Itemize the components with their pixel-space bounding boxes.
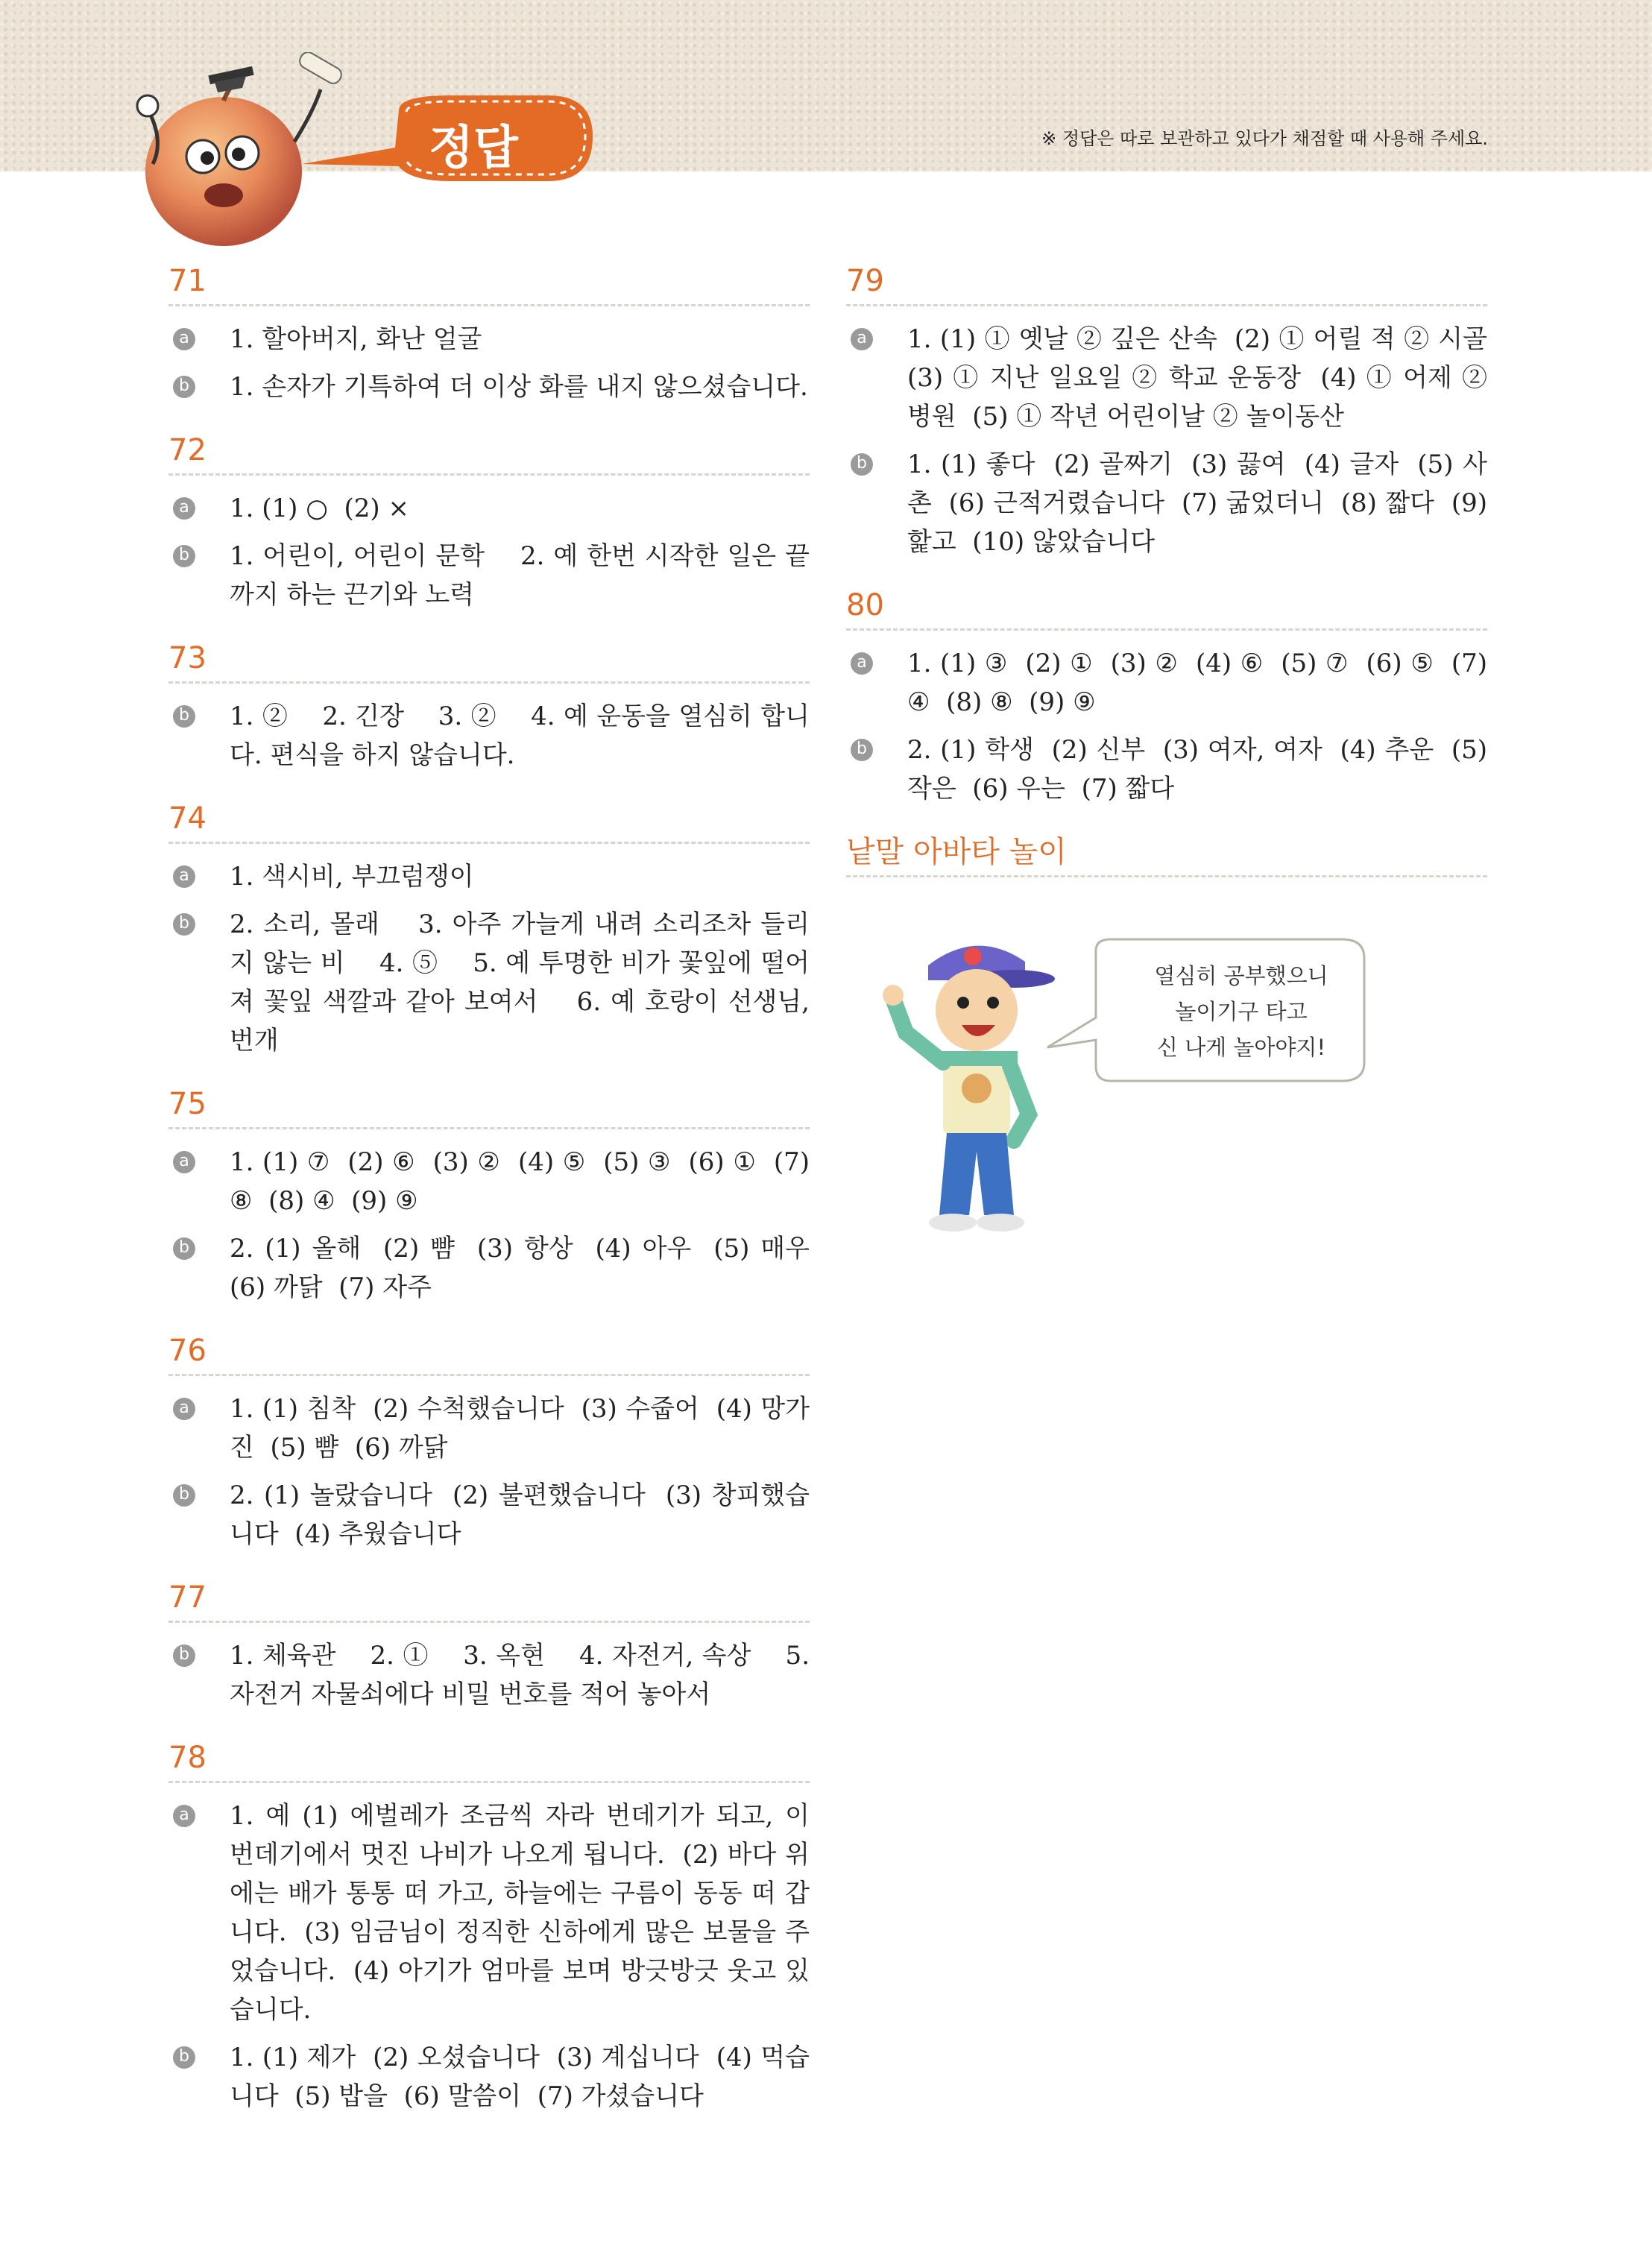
- answer-item: [168, 368, 810, 406]
- bubble-line: 열심히 공부했으니: [1154, 963, 1328, 988]
- section-number: 73: [168, 640, 810, 684]
- left-column: [168, 262, 826, 2141]
- answer-text: 2. (1) 놀랐습니다 (2) 불편했습니다 (3) 창피했습니다 (4) 추웠습니다: [230, 1480, 810, 1549]
- answer-text: 1. (1) ○ (2) ×: [230, 493, 409, 523]
- answer-marker: b: [173, 1237, 195, 1260]
- answer-marker: a: [173, 1805, 195, 1827]
- answer-item: [846, 320, 1504, 436]
- answer-section: [168, 1579, 818, 1714]
- answer-marker: b: [173, 376, 195, 398]
- answer-item: [168, 1476, 810, 1554]
- answer-text: 1. 할아버지, 화난 얼굴: [230, 324, 482, 354]
- bubble-line: 신 나게 놀아야지!: [1156, 1035, 1326, 1060]
- section-number: 72: [168, 432, 810, 476]
- answer-marker: b: [851, 739, 873, 761]
- answer-marker: b: [173, 1644, 195, 1667]
- answer-marker: b: [173, 705, 195, 728]
- answer-item: [168, 320, 810, 359]
- answer-marker: a: [851, 328, 873, 350]
- answer-text: 1. (1) 제가 (2) 오셨습니다 (3) 계십니다 (4) 먹습니다 (5) 밥을 (6) 말씀이 (7) 가셨습니다: [230, 2043, 810, 2111]
- answer-item: [168, 697, 810, 775]
- answer-text: 2. 소리, 몰래 3. 아주 가늘게 내려 소리조차 들리지 않는 비 4. ⑤ 5. 예 투명한 비가 꽃잎에 떨어져 꽃잎 색깔과 같아 보여서 6. 예 호랑이 선생님, 번개: [230, 909, 818, 1056]
- answer-marker: a: [173, 1151, 195, 1173]
- section-number: 74: [168, 800, 810, 844]
- answer-item: [168, 1390, 810, 1467]
- answer-marker: a: [173, 497, 195, 520]
- answer-section: [846, 262, 1504, 561]
- answer-text: 1. 어린이, 어린이 문학 2. 예 한번 시작한 일은 끝까지 하는 끈기와 노력: [230, 541, 810, 610]
- section-number: 75: [168, 1085, 810, 1129]
- section-number: 77: [168, 1579, 810, 1623]
- answer-section: [168, 640, 810, 775]
- answer-section: [168, 262, 810, 406]
- answer-item: [168, 489, 810, 528]
- speech-bubble-text: [1096, 958, 1387, 1065]
- section-number: 78: [168, 1739, 810, 1783]
- answer-text: 1. ② 2. 긴장 3. ② 4. 예 운동을 열심히 합니다. 편식을 하지 않습니다.: [230, 701, 810, 770]
- answer-item: [168, 1143, 818, 1220]
- section-number: 80: [846, 587, 1487, 631]
- answer-marker: b: [173, 2046, 195, 2069]
- answer-text: 1. 색시비, 부끄럼쟁이: [230, 862, 474, 892]
- answer-item: [168, 1797, 818, 2029]
- answer-text: 1. 예 (1) 에벌레가 조금씩 자라 번데기가 되고, 이 번데기에서 멋진 나비가 나오게 됩니다. (2) 바다 위에는 배가 통통 떠 가고, 하늘에는 구름이 동동 떠 갑니다. (3) 임금님이 정직한 신하에게 많은 보물을 주었습니다. (4) 아기가 엄마를 보며 방긋방긋 웃고 있습니다.: [230, 1801, 818, 2025]
- answer-section: [846, 587, 1495, 808]
- answer-text: 1. 체육관 2. ① 3. 옥현 4. 자전거, 속상 5. 자전거 자물쇠에다 비밀 번호를 적어 놓아서: [230, 1641, 818, 1709]
- answer-text: 1. (1) 침착 (2) 수척했습니다 (3) 수줍어 (4) 망가진 (5) 뺨 (6) 까닭: [230, 1394, 810, 1463]
- answer-item: [168, 1229, 826, 1307]
- section-number: 79: [846, 262, 1487, 306]
- answer-item: [168, 537, 810, 614]
- answer-text: 1. 손자가 기특하여 더 이상 화를 내지 않으셨습니다.: [230, 372, 808, 402]
- page-title: 정답: [429, 120, 518, 174]
- answer-item: [846, 731, 1495, 808]
- answer-marker: b: [173, 913, 195, 936]
- answer-item: [846, 644, 1495, 722]
- answer-text: 1. (1) ⑦ (2) ⑥ (3) ② (4) ⑤ (5) ③ (6) ① (7) ⑧ (8) ④ (9) ⑨: [230, 1147, 818, 1216]
- answer-item: [846, 445, 1495, 561]
- answer-section: [168, 1085, 826, 1307]
- answer-section: [168, 1739, 818, 2116]
- answer-item: [168, 857, 810, 896]
- answer-marker: a: [851, 652, 873, 675]
- answer-text: 1. (1) ① 옛날 ② 깊은 산속 (2) ① 어릴 적 ② 시골 (3) ① 지난 일요일 ② 학교 운동장 (4) ① 어제 ② 병원 (5) ① 작년 어린이날 ② 놀이동산: [907, 324, 1504, 432]
- section-number: 71: [168, 262, 810, 306]
- answer-item: [168, 2038, 810, 2116]
- answer-section: [168, 1332, 810, 1554]
- answer-item: [168, 1636, 818, 1714]
- answer-marker: a: [173, 865, 195, 888]
- section-number: 76: [168, 1332, 810, 1376]
- activity-title: 낱말 아바타 놀이: [846, 833, 1487, 877]
- header-note: ※ 정답은 따로 보관하고 있다가 채점할 때 사용해 주세요.: [1041, 128, 1488, 149]
- answer-marker: a: [173, 328, 195, 350]
- bubble-line: 놀이기구 타고: [1175, 999, 1308, 1024]
- answer-text: 2. (1) 올해 (2) 뺨 (3) 항상 (4) 아우 (5) 매우 (6) 까닭 (7) 자주: [230, 1234, 826, 1302]
- activity-section: [846, 833, 1487, 877]
- answer-marker: a: [173, 1398, 195, 1420]
- answer-text: 1. (1) ③ (2) ① (3) ② (4) ⑥ (5) ⑦ (6) ⑤ (7) ④ (8) ⑧ (9) ⑨: [907, 649, 1495, 717]
- answer-marker: b: [173, 1484, 195, 1507]
- answer-text: 1. (1) 좋다 (2) 골짜기 (3) 끓여 (4) 글자 (5) 사촌 (6) 근적거렸습니다 (7) 굶었더니 (8) 짧다 (9) 핥고 (10) 않았습니다: [907, 450, 1495, 557]
- answer-marker: b: [851, 453, 873, 476]
- answer-item: [168, 905, 818, 1060]
- answer-section: [168, 800, 818, 1060]
- right-column: [846, 262, 1504, 903]
- answer-section: [168, 432, 810, 614]
- answer-marker: b: [173, 545, 195, 567]
- answer-text: 2. (1) 학생 (2) 신부 (3) 여자, 여자 (4) 추운 (5) 작은 (6) 우는 (7) 짧다: [907, 735, 1495, 804]
